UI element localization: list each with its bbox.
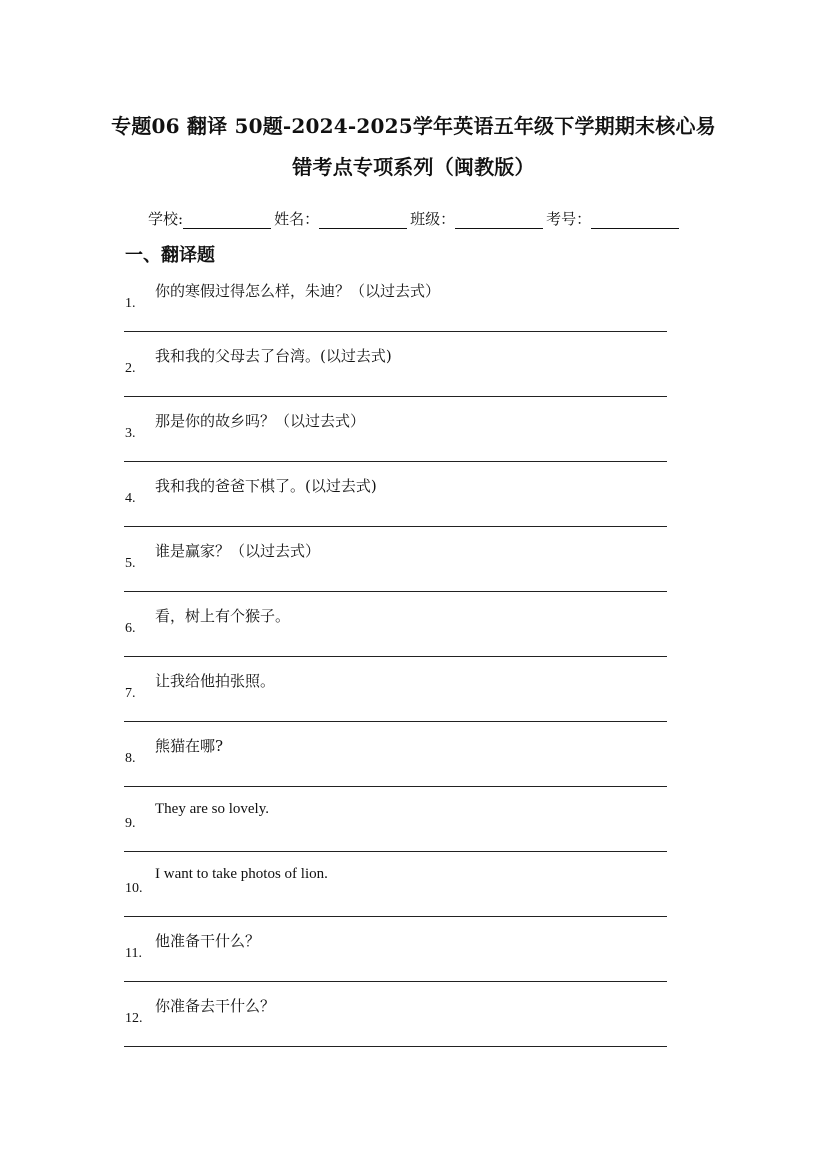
school-blank[interactable] xyxy=(183,212,271,229)
question-number: 1. xyxy=(125,296,136,311)
question-item xyxy=(0,605,827,670)
document-title-line-2: 错考点专项系列（闽教版） xyxy=(292,155,535,179)
question-text: 熊猫在哪? xyxy=(155,737,224,755)
exam-number-blank[interactable] xyxy=(591,212,679,229)
student-info-row xyxy=(148,208,682,229)
answer-line[interactable] xyxy=(124,656,667,657)
question-text: 你的寒假过得怎么样，朱迪？（以过去式） xyxy=(155,282,441,300)
answer-line[interactable] xyxy=(124,721,667,722)
question-text: 看，树上有个猴子。 xyxy=(155,607,291,625)
question-number: 9. xyxy=(125,816,136,831)
question-text: 我和我的爸爸下棋了。(以过去式) xyxy=(155,477,377,495)
question-item xyxy=(0,735,827,800)
answer-line[interactable] xyxy=(124,916,667,917)
question-number: 7. xyxy=(125,686,136,701)
question-number: 3. xyxy=(125,426,136,441)
answer-line[interactable] xyxy=(124,851,667,852)
question-item xyxy=(0,540,827,605)
question-text: 你准备去干什么？ xyxy=(155,997,276,1015)
question-item xyxy=(0,410,827,475)
question-item xyxy=(0,280,827,345)
question-number: 5. xyxy=(125,556,136,571)
question-item xyxy=(0,930,827,995)
answer-line[interactable] xyxy=(124,396,667,397)
question-number: 10. xyxy=(125,881,143,896)
name-blank[interactable] xyxy=(319,212,407,229)
question-number: 2. xyxy=(125,361,136,376)
class-label: 班级： xyxy=(410,210,456,228)
question-item xyxy=(0,800,827,865)
answer-line[interactable] xyxy=(124,786,667,787)
question-number: 11. xyxy=(125,946,142,961)
section-title: 一、翻译题 xyxy=(125,245,215,266)
question-number: 12. xyxy=(125,1011,143,1026)
answer-line[interactable] xyxy=(124,981,667,982)
answer-line[interactable] xyxy=(124,591,667,592)
question-number: 8. xyxy=(125,751,136,766)
document-title-line-1: 专题06 翻译 50题-2024-2025学年英语五年级下学期期末核心易 xyxy=(111,114,716,138)
question-item xyxy=(0,670,827,735)
question-number: 4. xyxy=(125,491,136,506)
question-text: 他准备干什么？ xyxy=(155,932,261,950)
question-text: 让我给他拍张照。 xyxy=(155,672,276,690)
question-text: 那是你的故乡吗？（以过去式） xyxy=(155,412,366,430)
question-item xyxy=(0,345,827,410)
question-item xyxy=(0,865,827,930)
question-number: 6. xyxy=(125,621,136,636)
exam-number-label: 考号： xyxy=(546,210,592,228)
question-item xyxy=(0,475,827,540)
answer-line[interactable] xyxy=(124,526,667,527)
answer-line[interactable] xyxy=(124,461,667,462)
answer-line[interactable] xyxy=(124,331,667,332)
class-blank[interactable] xyxy=(455,212,543,229)
question-text: 我和我的父母去了台湾。(以过去式) xyxy=(155,347,392,365)
question-text: I want to take photos of lion. xyxy=(155,866,328,882)
question-item xyxy=(0,995,827,1060)
name-label: 姓名： xyxy=(274,210,320,228)
question-text: They are so lovely. xyxy=(155,801,269,817)
answer-line[interactable] xyxy=(124,1046,667,1047)
question-text: 谁是赢家？（以过去式） xyxy=(155,542,321,560)
school-label: 学校: xyxy=(148,210,184,228)
